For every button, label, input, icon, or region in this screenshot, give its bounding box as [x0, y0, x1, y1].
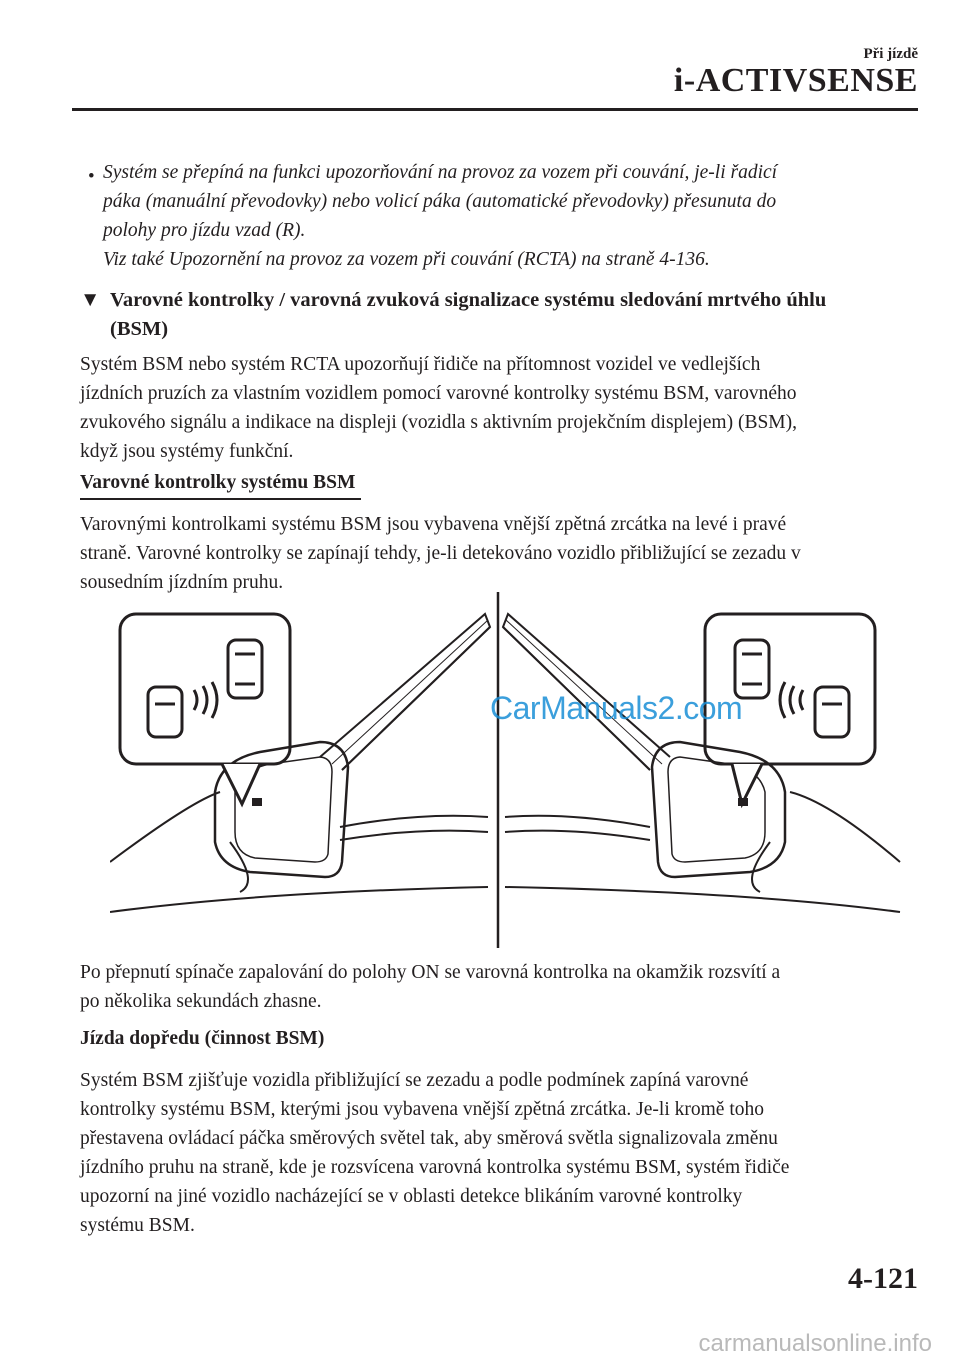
para1-line-2: jízdních pruzích za vlastním vozidlem pomocí varovné kontrolky systému BSM, varovného — [80, 383, 797, 404]
para4-line-6: systému BSM. — [80, 1215, 195, 1236]
para4-line-2: kontrolky systému BSM, kterými jsou vybavena vnější zpětná zrcátka. Je-li kromě toho — [80, 1099, 764, 1120]
para3-line-1: Po přepnutí spínače zapalování do polohy ON se varovná kontrolka na okamžik rozsvítí a — [80, 962, 781, 983]
para4-line-4: jízdního pruhu na straně, kde je rozsvícena varovná kontrolka systému BSM, systém řidiče — [80, 1157, 790, 1178]
page-number: 4-121 — [848, 1262, 918, 1295]
para3-line-2: po několika sekundách zhasne. — [80, 991, 322, 1012]
para2-line-3: sousedním jízdním pruhu. — [80, 572, 284, 593]
bsm-warning-icon-left — [148, 640, 262, 737]
paragraph-warning-lights — [80, 510, 920, 597]
paragraph-forward-driving — [80, 1066, 920, 1240]
para2-line-1: Varovnými kontrolkami systému BSM jsou vybavena vnější zpětná zrcátka na levé i pravé — [80, 514, 787, 535]
subheading-warning-lights: Varovné kontrolky systému BSM — [80, 472, 361, 500]
bullet-dot-icon: • — [88, 166, 95, 187]
section-heading-line-1: Varovné kontrolky / varovná zvuková signalizace systému sledování mrtvého úhlu — [110, 289, 827, 311]
para4-line-5: upozorní na jiné vozidlo nacházející se v oblasti detekce blikáním varovné kontrolky — [80, 1186, 743, 1207]
mirror-illustration-svg — [110, 592, 910, 948]
triangle-marker-icon: ▼ — [80, 289, 101, 311]
para2-line-2: straně. Varovné kontrolky se zapínají tehdy, je-li detekováno vozidlo přibližující se zezadu v — [80, 543, 801, 564]
para4-line-3: přestavena ovládací páčka směrových světel tak, aby směrová světla signalizovala změnu — [80, 1128, 778, 1149]
header-title: i-ACTIVSENSE — [673, 62, 918, 99]
paragraph-bsm-intro — [80, 350, 920, 466]
intro-line-1: Systém se přepíná na funkci upozorňování na provoz za vozem při couvání, je-li řadicí — [103, 162, 778, 183]
header-rule — [72, 108, 918, 111]
para4-line-1: Systém BSM zjišťuje vozidla přibližující se zezadu a podle podmínek zapíná varovné — [80, 1070, 749, 1091]
mirror-illustration — [110, 592, 910, 948]
intro-bullet — [103, 158, 913, 274]
intro-line-2: páka (manuální převodovky) nebo volicí páka (automatické převodovky) přesunuta do — [103, 191, 777, 212]
para1-line-1: Systém BSM nebo systém RCTA upozorňují řidiče na přítomnost vozidel ve vedlejších — [80, 354, 761, 375]
para1-line-3: zvukového signálu a indikace na displeji (vozidla s aktivním projekčním displejem) (BSM), — [80, 412, 798, 433]
paragraph-ignition — [80, 958, 920, 1016]
bsm-warning-icon-right — [735, 640, 849, 737]
intro-line-3: polohy pro jízdu vzad (R). — [103, 220, 306, 241]
para1-line-4: když jsou systémy funkční. — [80, 441, 294, 462]
footer-watermark: carmanualsonline.info — [698, 1330, 932, 1357]
subheading-forward-driving: Jízda dopředu (činnost BSM) — [80, 1028, 325, 1049]
intro-line-4: Viz také Upozornění na provoz za vozem při couvání (RCTA) na straně 4-136. — [103, 249, 710, 270]
header-section-label: Při jízdě — [863, 46, 918, 62]
carmanuals-watermark: CarManuals2.com — [490, 690, 743, 726]
section-heading-line-2: (BSM) — [110, 318, 169, 340]
